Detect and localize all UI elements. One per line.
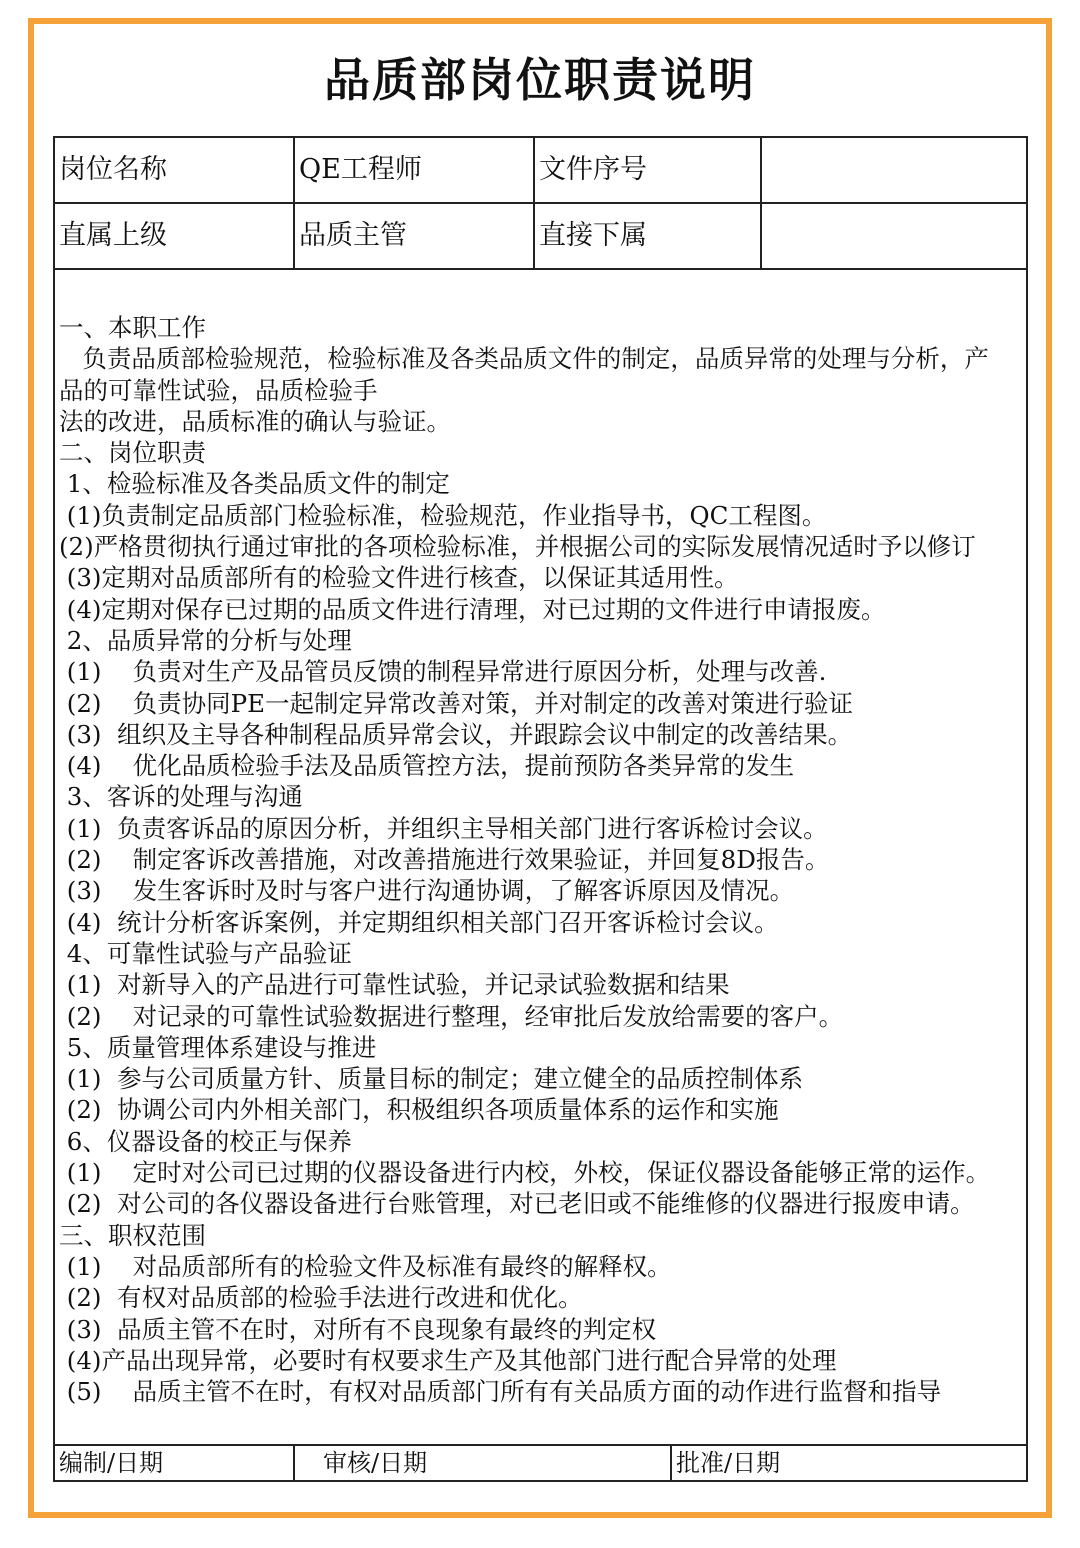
position-name-label: 岗位名称: [55, 138, 295, 202]
body-line: (4) 统计分析客诉案例，并定期组织相关部门召开客诉检讨会议。: [59, 907, 779, 937]
direct-superior-value: 品质主管: [295, 204, 535, 268]
body-line: 三、职权范围: [59, 1220, 206, 1250]
body-line: (2)严格贯彻执行通过审批的各项检验标准，并根据公司的实际发展情况适时予以修订: [59, 532, 976, 562]
body-line: (3) 品质主管不在时，对所有不良现象有最终的判定权: [59, 1314, 657, 1344]
body-line: (2) 协调公司内外相关部门，积极组织各项质量体系的运作和实施: [59, 1095, 779, 1125]
body-line: (2) 有权对品质部的检验手法进行改进和优化。: [59, 1283, 583, 1313]
header-row-2: [55, 204, 1026, 270]
body-line: (2) 对公司的各仪器设备进行台账管理，对已老旧或不能维修的仪器进行报废申请。: [59, 1189, 975, 1219]
duties-body: [59, 312, 1008, 1407]
body-line: (1) 负责对生产及品管员反馈的制程异常进行原因分析，处理与改善.: [59, 657, 827, 687]
body-line: (4)定期对保存已过期的品质文件进行清理，对已过期的文件进行申请报废。: [59, 594, 886, 624]
signature-footer: [55, 1444, 1026, 1480]
body-line: 法的改进，品质标准的确认与验证。: [59, 406, 451, 436]
body-line: 负责品质部检验规范，检验标准及各类品质文件的制定，品质异常的处理与分析，产品的可靠性试验，品质检验手: [59, 344, 989, 405]
responsibility-sheet: [53, 136, 1028, 1482]
direct-superior-label: 直属上级: [55, 204, 295, 268]
body-line: (1) 对品质部所有的检验文件及标准有最终的解释权。: [59, 1251, 672, 1281]
body-line: 一、本职工作: [59, 313, 206, 342]
document-number-label: 文件序号: [535, 138, 762, 202]
body-line: 二、岗位职责: [59, 438, 206, 468]
direct-subordinate-label: 直接下属: [535, 204, 762, 268]
body-line: 1、检验标准及各类品质文件的制定: [59, 469, 450, 499]
body-line: (1) 定时对公司已过期的仪器设备进行内校，外校，保证仪器设备能够正常的运作。: [59, 1158, 991, 1188]
body-line: (5) 品质主管不在时，有权对品质部门所有有关品质方面的动作进行监督和指导: [59, 1377, 942, 1407]
body-line: (1)负责制定品质部门检验标准，检验规范，作业指导书，QC工程图。: [59, 500, 827, 530]
document-number-value: [762, 138, 1028, 202]
body-line: (3)定期对品质部所有的检验文件进行核查，以保证其适用性。: [59, 563, 739, 593]
body-line: 6、仪器设备的校正与保养: [59, 1126, 352, 1156]
body-line: (1) 对新导入的产品进行可靠性试验，并记录试验数据和结果: [59, 970, 730, 1000]
body-line: 2、品质异常的分析与处理: [59, 625, 352, 655]
position-name-value: QE工程师: [295, 138, 535, 202]
header-row-1: [55, 138, 1026, 204]
body-line: 5、质量管理体系建设与推进: [59, 1032, 377, 1062]
body-line: (4) 优化品质检验手法及品质管控方法，提前预防各类异常的发生: [59, 751, 795, 781]
body-line: (1) 负责客诉品的原因分析，并组织主导相关部门进行客诉检讨会议。: [59, 813, 828, 843]
body-line: 3、客诉的处理与沟通: [59, 782, 303, 812]
approved-by-date: 批准/日期: [676, 1449, 781, 1477]
prepared-by-date: 编制/日期: [55, 1446, 295, 1480]
page-title: 品质部岗位职责说明: [324, 53, 756, 107]
body-line: (2) 负责协同PE一起制定异常改善对策，并对制定的改善对策进行验证: [59, 688, 854, 718]
reviewed-by-date: 审核/日期: [323, 1449, 428, 1477]
body-line: (1) 参与公司质量方针、质量目标的制定；建立健全的品质控制体系: [59, 1064, 804, 1094]
body-line: 4、可靠性试验与产品验证: [59, 938, 352, 968]
body-line: (2) 对记录的可靠性试验数据进行整理，经审批后发放给需要的客户。: [59, 1001, 844, 1031]
body-line: (4)产品出现异常，必要时有权要求生产及其他部门进行配合异常的处理: [59, 1345, 837, 1375]
direct-subordinate-value: [762, 204, 1028, 268]
body-line: (2) 制定客诉改善措施，对改善措施进行效果验证，并回复8D报告。: [59, 845, 830, 875]
body-line: (3) 发生客诉时及时与客户进行沟通协调，了解客诉原因及情况。: [59, 876, 795, 906]
body-line: (3) 组织及主导各种制程品质异常会议，并跟踪会议中制定的改善结果。: [59, 719, 853, 749]
